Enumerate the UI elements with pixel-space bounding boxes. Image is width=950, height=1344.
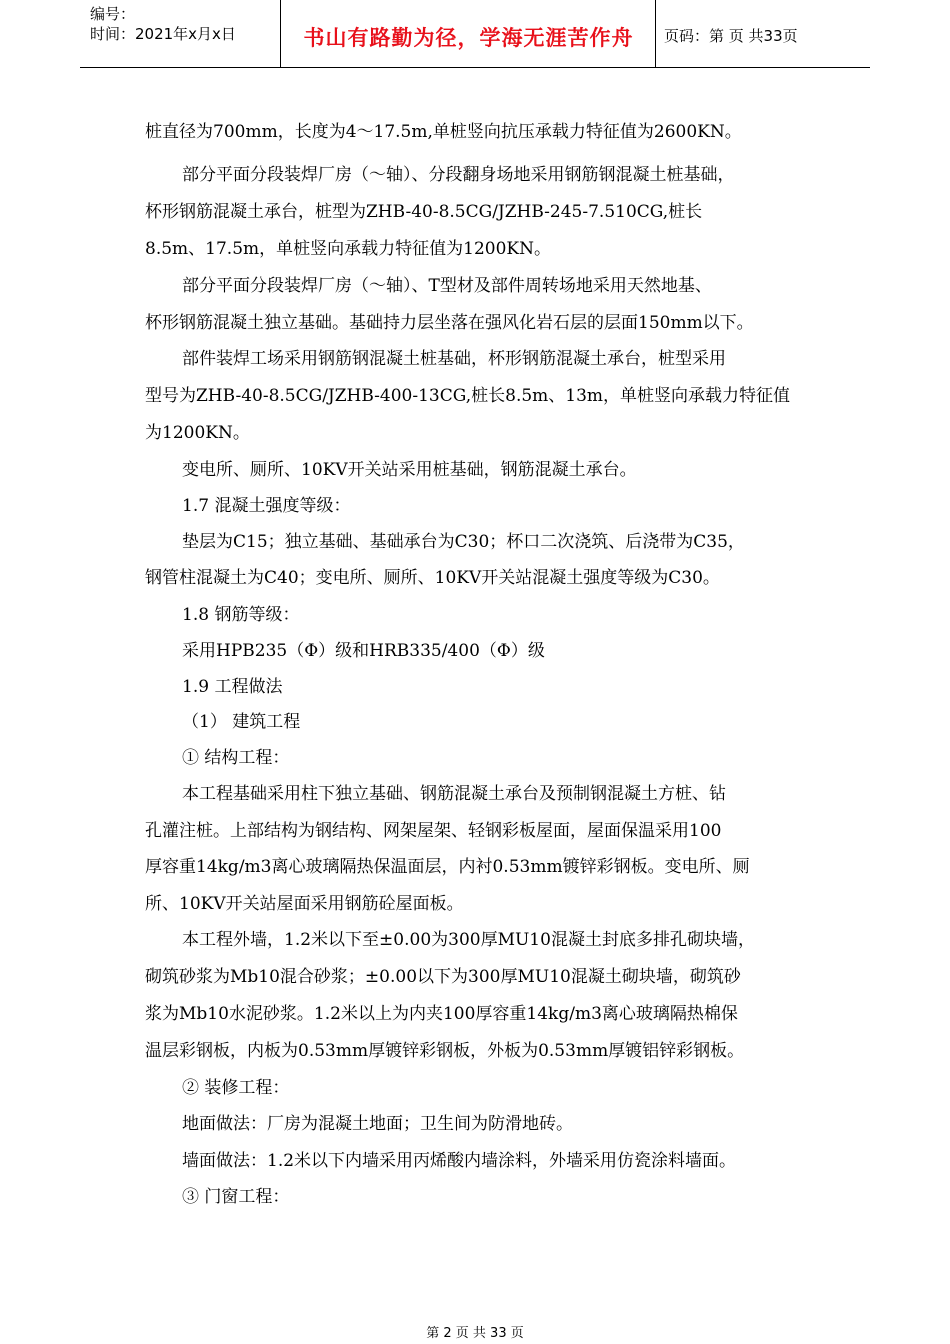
section-heading: ② 装修工程：: [182, 1078, 290, 1098]
body-line: 本工程外墙，1.2米以下至±0.00为300厚MU10混凝土封底多排孔砌块墙，: [182, 930, 755, 950]
body-line: 地面做法：厂房为混凝土地面；卫生间为防滑地砖。: [182, 1114, 573, 1134]
body-line: 部分平面分段装焊厂房（～轴）、分段翻身场地采用钢筋钢混凝土桩基础，: [182, 165, 735, 185]
body-line: 墙面做法：1.2米以下内墙采用丙烯酸内墙涂料，外墙采用仿瓷涂料墙面。: [182, 1151, 737, 1171]
body-line: 8.5m、17.5m，单桩竖向承载力特征值为1200KN。: [145, 239, 551, 259]
body-line: 本工程基础采用柱下独立基础、钢筋混凝土承台及预制钢混凝土方桩、钻: [182, 784, 726, 804]
header-page-label: 页码：第 页 共33页: [664, 27, 798, 45]
body-line: 浆为Mb10水泥砂浆。1.2米以上为内夹100厚容重14kg/m3离心玻璃隔热棉保: [145, 1004, 738, 1024]
section-heading: 1.8 钢筋等级：: [182, 605, 300, 625]
body-line: 钢管柱混凝土为C40；变电所、厕所、10KV开关站混凝土强度等级为C30。: [145, 568, 720, 588]
body-line: 杯形钢筋混凝土承台，桩型为ZHB-40-8.5CG/JZHB-245-7.510CG,桩长: [145, 202, 703, 222]
body-line: 部分平面分段装焊厂房（～轴）、T型材及部件周转场地采用天然地基、: [182, 276, 712, 296]
body-line: 所、10KV开关站屋面采用钢筋砼屋面板。: [145, 894, 464, 914]
section-heading: （1） 建筑工程: [182, 712, 301, 732]
body-line: 温层彩钢板，内板为0.53mm厚镀锌彩钢板，外板为0.53mm厚镀铝锌彩钢板。: [145, 1041, 745, 1061]
body-line: 采用HPB235（Φ）级和HRB335/400（Φ）级: [182, 641, 545, 661]
body-line: 砌筑砂浆为Mb10混合砂浆；±0.00以下为300厚MU10混凝土砌块墙，砌筑砂: [145, 967, 741, 987]
body-line: 杯形钢筋混凝土独立基础。基础持力层坐落在强风化岩石层的层面150mm以下。: [145, 313, 754, 333]
document-time-label: 时间：2021年x月x日: [90, 25, 236, 43]
body-line: 型号为ZHB-40-8.5CG/JZHB-400-13CG,桩长8.5m、13m，单桩竖向承载力特征值: [145, 386, 791, 406]
body-line: 变电所、厕所、10KV开关站采用桩基础，钢筋混凝土承台。: [182, 460, 637, 480]
section-heading: 1.9 工程做法: [182, 677, 283, 697]
section-heading: ① 结构工程：: [182, 748, 290, 768]
header-right-cell: [656, 0, 870, 67]
header-middle-cell: [281, 0, 656, 67]
header-left-cell: [80, 0, 281, 67]
body-line: 孔灌注桩。上部结构为钢结构、网架屋架、轻钢彩板屋面，屋面保温采用100: [145, 821, 722, 841]
section-heading: 1.7 混凝土强度等级：: [182, 496, 351, 516]
body-line: 为1200KN。: [145, 423, 250, 443]
page-footer: 第 2 页 共 33 页: [426, 1326, 524, 1341]
body-line: 部件装焊工场采用钢筋钢混凝土桩基础，杯形钢筋混凝土承台，桩型采用: [182, 349, 726, 369]
section-heading: ③ 门窗工程：: [182, 1187, 290, 1207]
body-line: 桩直径为700mm，长度为4～17.5m,单桩竖向抗压承载力特征值为2600KN。: [145, 122, 742, 142]
document-number-label: 编号：: [90, 5, 136, 23]
body-line: 厚容重14kg/m3离心玻璃隔热保温面层，内衬0.53mm镀锌彩钢板。变电所、厕: [145, 857, 750, 877]
page-header: [80, 0, 870, 68]
body-line: 垫层为C15；独立基础、基础承台为C30；杯口二次浇筑、后浇带为C35，: [182, 532, 745, 552]
header-motto: 书山有路勤为径，学海无涯苦作舟: [303, 26, 634, 50]
